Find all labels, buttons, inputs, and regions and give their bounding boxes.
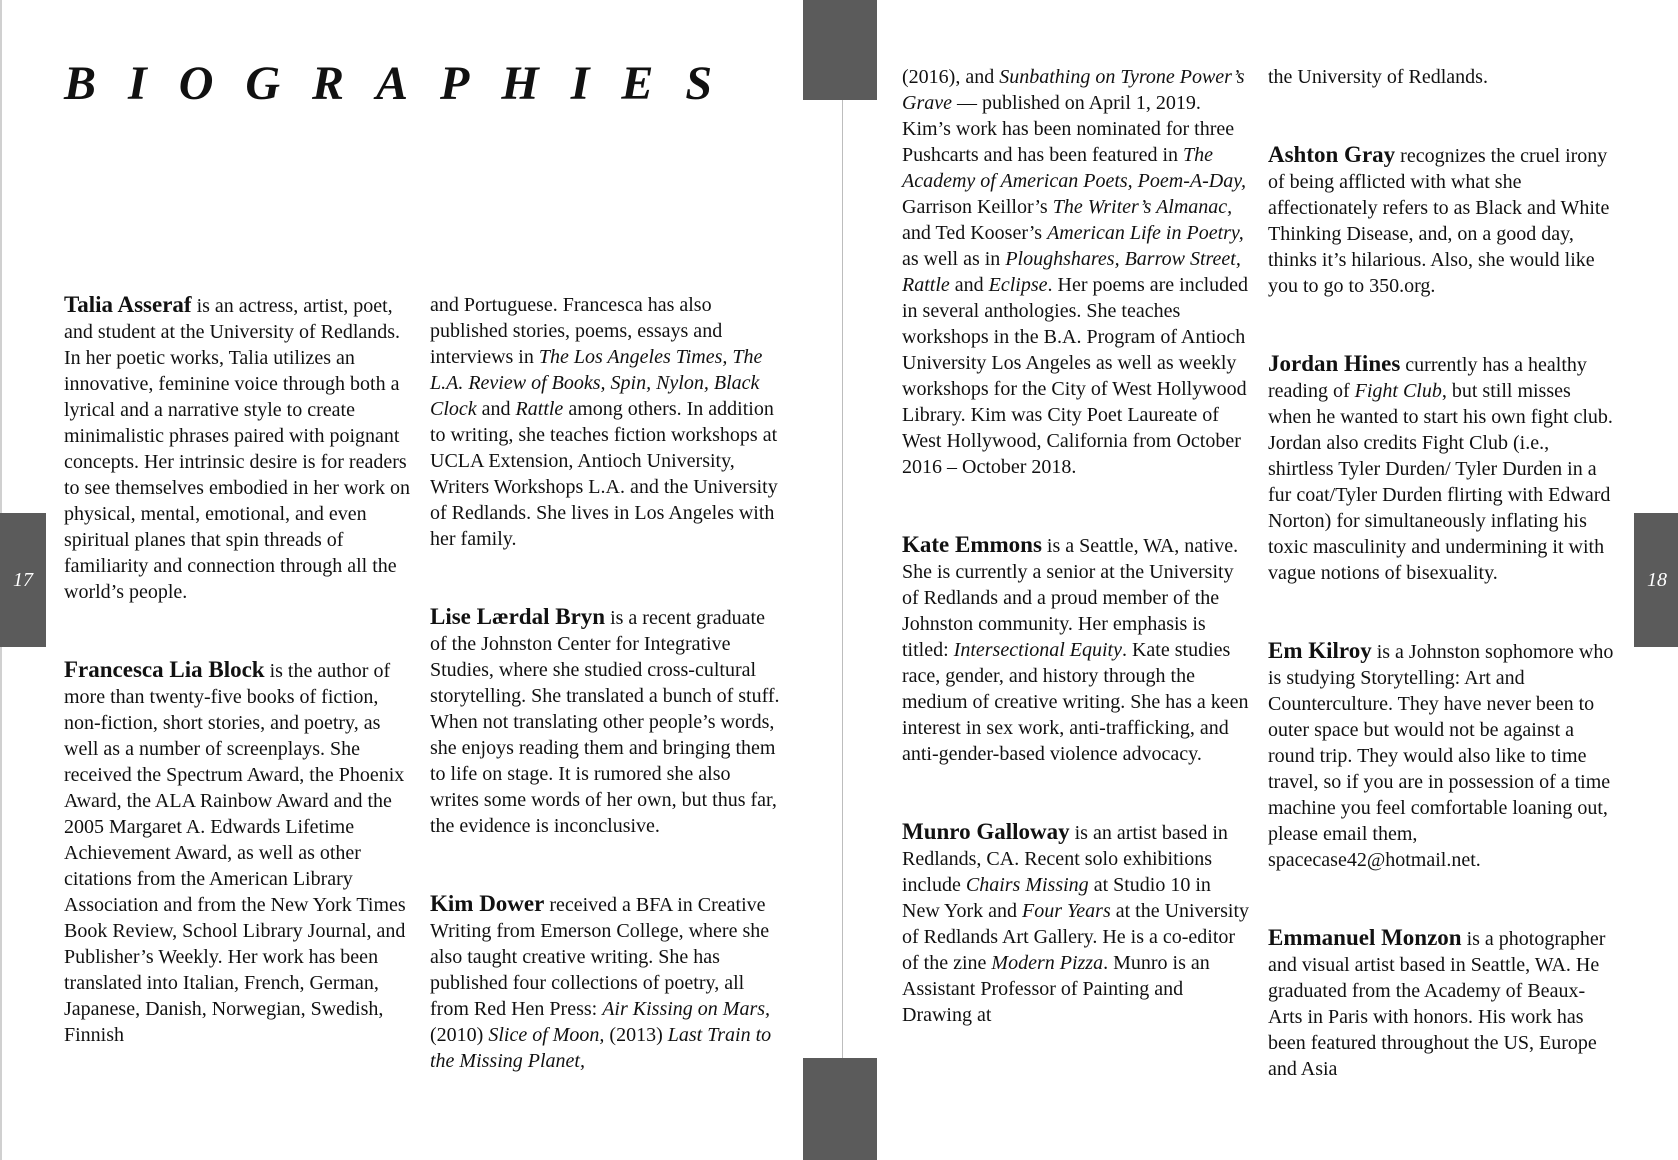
- spread-gutter: [842, 0, 843, 1160]
- bio-text: is the author of more than twenty-five books of fiction, non-fiction, short stories, and poetry, as well as a number of screenplays. She received the Spectrum Award, the Phoenix Award, the ALA Rainbow Award and the 2005 Margaret A. Edwards Lifetime Achievement Award, as well as other citations from the American Library Association and from the New York Times Book Review, School Library Journal, and Publisher’s Weekly. Her work has been translated into Italian, French, German, Japanese, Danish, Norwegian, Swedish, Finnish: [64, 660, 406, 1046]
- bio-name: Talia Asseraf: [64, 292, 192, 317]
- bio-text: among others. In addition to writing, she teaches fiction workshops at UCLA Extension, Antioch University, Writers Workshops L.A. and the University of Redlands. She lives in Los Angeles with her family.: [430, 398, 778, 550]
- bio-kim-dower: [430, 891, 780, 1074]
- publication-title: Eclipse: [988, 274, 1048, 296]
- bio-text: is a recent graduate of the Johnston Center for Integrative Studies, where she studied cross-cultural storytelling. She translated a bunch of stuff. When not translating other people’s words, she enjoys reading them and bringing them to life on stage. It is rumored she also writes some words of her own, but thus far, the evidence is inconclusive.: [430, 607, 780, 837]
- gutter-tab-bottom: [803, 1058, 877, 1160]
- bio-name: Jordan Hines: [1268, 351, 1401, 376]
- bio-name: Emmanuel Monzon: [1268, 925, 1462, 950]
- book-title: Sunbathing on Tyrone Power’s Grave: [902, 66, 1245, 114]
- bio-text: and Ted Kooser’s: [902, 222, 1048, 244]
- book-title: Air Kissing on Mars,: [602, 998, 771, 1020]
- page-title: BIOGRAPHIES: [64, 57, 745, 110]
- bio-name: Ashton Gray: [1268, 142, 1396, 167]
- bio-text: is an actress, artist, poet, and student at the University of Redlands. In her poetic works, Talia utilizes an innovative, feminine voice through both a lyrical and a narrative style to create minimalistic phrases paired with poignant concepts. Her intrinsic desire is for readers to see themselves embodied in her work on physical, mental, emotional, and even spiritual planes that spin threads of familiarity and connection through all the world’s people.: [64, 295, 411, 603]
- bio-text: is a Seattle, WA, native. She is currently a senior at the University of Redlands and a proud member of the Johnston community. Her emphasis is titled:: [902, 535, 1239, 661]
- column-1: [64, 292, 414, 1048]
- bio-name: Francesca Lia Block: [64, 657, 265, 682]
- page-number-right-text: 18: [1647, 568, 1667, 591]
- bio-talia-asseraf: [64, 292, 414, 605]
- column-4: [1268, 64, 1618, 1082]
- zine-title: Modern Pizza: [991, 952, 1104, 974]
- bio-text: , but still misses when he wanted to start his own fight club. Jordan also credits Fight Club (i.e., shirtless Tyler Durden/ Tyler Durden in a fur coat/Tyler Durden flirting with Edward Norton) for simultaneously inflating his toxic masculinity and undermining it with vague notions of bisexuality.: [1268, 380, 1613, 584]
- exhibition-title: Chairs Missing: [965, 874, 1089, 896]
- bio-text: and: [476, 398, 516, 420]
- publication-title: American Life in Poetry,: [1047, 222, 1244, 244]
- bio-text: is an artist based in Redlands, CA. Recent solo exhibitions include: [902, 822, 1228, 896]
- bio-text: currently has a healthy reading of: [1268, 354, 1587, 402]
- column-3: [902, 64, 1252, 1028]
- bio-text: . Munro is an Assistant Professor of Painting and Drawing at: [902, 952, 1210, 1026]
- page-number-left: [0, 513, 46, 647]
- book-title: Fight Club: [1354, 380, 1442, 402]
- bio-lise-laerdal-bryn: [430, 604, 780, 839]
- publication-title: The Writer’s Almanac,: [1052, 196, 1233, 218]
- bio-text: and: [949, 274, 989, 296]
- column-2: [430, 292, 780, 1074]
- bio-text: at the University of Redlands Art Gallery. He is a co-editor of the zine: [902, 900, 1250, 974]
- book-title: Slice of Moon,: [488, 1024, 605, 1046]
- bio-name: Kim Dower: [430, 891, 545, 916]
- bio-kim-dower-continued: [902, 64, 1252, 480]
- bio-text: the University of Redlands.: [1268, 66, 1488, 88]
- bio-francesca-lia-block: [64, 657, 414, 1048]
- bio-text: Garrison Keillor’s: [902, 196, 1053, 218]
- publication-title: The Los Angeles Times, The L.A. Review of Books, Spin, Nylon, Black Clock: [430, 346, 763, 420]
- emphasis-title: Intersectional Equity: [953, 639, 1122, 661]
- bio-emmanuel-monzon: [1268, 925, 1618, 1082]
- bio-text: (2010): [430, 1024, 489, 1046]
- bio-text: . Her poems are included in several anthologies. She teaches workshops in the B.A. Program of Antioch University Los Angeles as well as weekly workshops for the City of West Hollywood Library. Kim was City Poet Laureate of West Hollywood, California from October 2016 – October 2018.: [902, 274, 1249, 478]
- bio-text: is a photographer and visual artist based in Seattle, WA. He graduated from the Academy of Beaux-Arts in Paris with honors. His work has been featured throughout the US, Europe and Asia: [1268, 928, 1606, 1080]
- bio-text: at Studio 10 in New York and: [902, 874, 1211, 922]
- bio-text: (2013): [604, 1024, 668, 1046]
- bio-ashton-gray: [1268, 142, 1618, 299]
- bio-text: — published on April 1, 2019. Kim’s work has been nominated for three Pushcarts and has been featured in: [902, 92, 1235, 166]
- publication-title: Ploughshares, Barrow Street, Rattle: [902, 248, 1241, 296]
- bio-text: recognizes the cruel irony of being afflicted with what she affectionately refers to as Black and White Thinking Disease, and, on a good day, thinks it’s hilarious. Also, she would like you to go to 350.org.: [1268, 145, 1610, 297]
- publication-title: The Academy of American Poets, Poem-A-Day,: [902, 144, 1246, 192]
- bio-name: Em Kilroy: [1268, 638, 1372, 663]
- bio-munro-galloway: [902, 819, 1252, 1028]
- book-title: Last Train to the Missing Planet,: [430, 1024, 772, 1072]
- page-number-right: [1634, 513, 1678, 647]
- page-number-left-text: 17: [13, 568, 33, 591]
- bio-name: Lise Lærdal Bryn: [430, 604, 606, 629]
- bio-em-kilroy: [1268, 638, 1618, 873]
- bio-name: Munro Galloway: [902, 819, 1070, 844]
- bio-jordan-hines: [1268, 351, 1618, 586]
- bio-text: is a Johnston sophomore who is studying Storytelling: Art and Counterculture. They have never been to outer space but would not be against a round trip. They would also like to time travel, so if you are in possession of a time machine you feel comfortable loaning out, please email them, spacecase42@hotmail.net.: [1268, 641, 1614, 871]
- gutter-tab-top: [803, 0, 877, 100]
- exhibition-title: Four Years: [1022, 900, 1111, 922]
- bio-text: and Portuguese. Francesca has also published stories, poems, essays and interviews in: [430, 294, 723, 368]
- bio-text: received a BFA in Creative Writing from Emerson College, where she also taught creative writing. She has published four collections of poetry, all from Red Hen Press:: [430, 894, 770, 1020]
- bio-munro-galloway-continued: [1268, 64, 1618, 90]
- bio-text: (2016), and: [902, 66, 1000, 88]
- bio-text: as well as in: [902, 248, 1006, 270]
- bio-name: Kate Emmons: [902, 532, 1042, 557]
- bio-kate-emmons: [902, 532, 1252, 767]
- publication-title: Rattle: [515, 398, 564, 420]
- bio-text: . Kate studies race, gender, and history through the medium of creative writing. She has a keen interest in sex work, anti-trafficking, and anti-gender-based violence advocacy.: [902, 639, 1249, 765]
- bio-francesca-continued: [430, 292, 780, 552]
